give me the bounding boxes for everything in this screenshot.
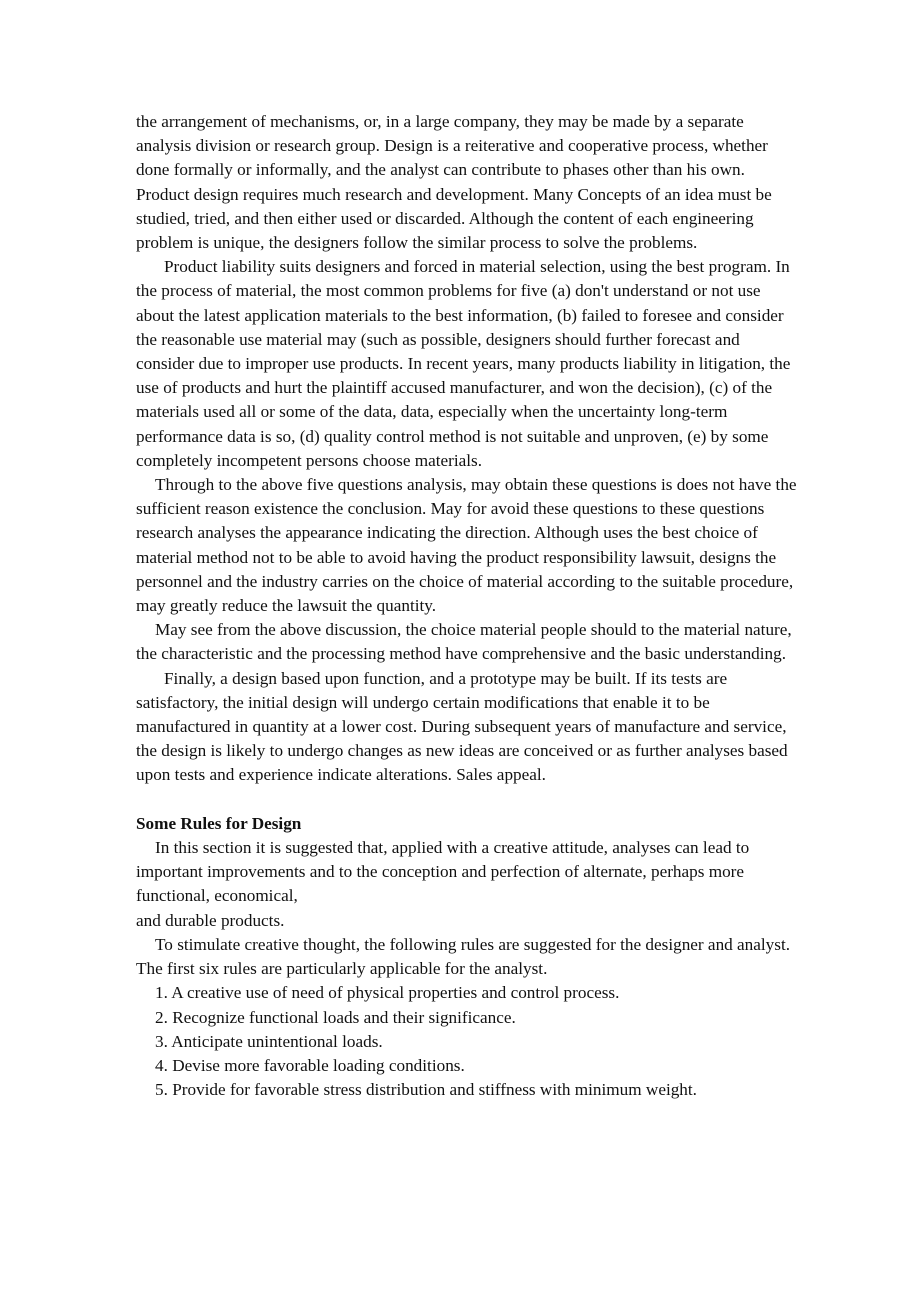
body-paragraph: May see from the above discussion, the choice material people should to the material nature, the characteristic and the processing method have comprehensive and the basic understanding. <box>136 620 792 664</box>
list-item: 4. Devise more favorable loading conditions. <box>155 1055 465 1075</box>
list-item: 2. Recognize functional loads and their significance. <box>155 1007 516 1027</box>
document-page <box>136 110 800 1102</box>
list-item: 3. Anticipate unintentional loads. <box>155 1031 383 1051</box>
body-paragraph: In this section it is suggested that, applied with a creative attitude, analyses can lead to important improvements and to the conception and perfection of alternate, perhaps more functional, economical, <box>136 838 750 906</box>
list-item: 5. Provide for favorable stress distribution and stiffness with minimum weight. <box>155 1080 697 1100</box>
section-heading: Some Rules for Design <box>136 813 302 833</box>
body-paragraph: To stimulate creative thought, the following rules are suggested for the designer and analyst. The first six rules are particularly applicable for the analyst. <box>136 934 791 979</box>
list-item: 1. A creative use of need of physical properties and control process. <box>155 983 620 1003</box>
body-paragraph: Finally, a design based upon function, and a prototype may be built. If its tests are satisfactory, the initial design will undergo certain modifications that enable it to be manufactured in quantity at a lower cost. During subsequent years of manufacture and service, the design is likely to undergo changes as new ideas are conceived or as further analyses based upon tests and experience indicate alterations. Sales appeal. <box>136 668 788 785</box>
body-paragraph: the arrangement of mechanisms, or, in a large company, they may be made by a separate analysis division or research group. Design is a reiterative and cooperative process, whether done formally or informally, and the analyst can contribute to phases other than his own. Product design requires much research and development. Many Concepts of an idea must be studied, tried, and then either used or discarded. Although the content of each engineering problem is unique, the designers follow the similar process to solve the problems. <box>136 112 772 253</box>
rules-list <box>136 981 800 1102</box>
body-paragraph: and durable products. <box>136 910 285 930</box>
body-paragraph: Through to the above five questions analysis, may obtain these questions is does not have the sufficient reason existence the conclusion. May for avoid these questions to these questions research analyses the appearance indicating the direction. Although uses the best choice of material method not to be able to avoid having the product responsibility lawsuit, designs the personnel and the industry carries on the choice of material according to the suitable procedure, may greatly reduce the lawsuit the quantity. <box>136 475 797 616</box>
body-paragraph: Product liability suits designers and forced in material selection, using the best program. In the process of material, the most common problems for five (a) don't understand or not use about the latest application materials to the best information, (b) failed to foresee and consider the reasonable use material may (such as possible, designers should further forecast and consider due to improper use products. In recent years, many products liability in litigation, the use of products and hurt the plaintiff accused manufacturer, and won the decision), (c) of the materials used all or some of the data, data, especially when the uncertainty long-term performance data is so, (d) quality control method is not suitable and unproven, (e) by some completely incompetent persons choose materials. <box>136 257 791 470</box>
